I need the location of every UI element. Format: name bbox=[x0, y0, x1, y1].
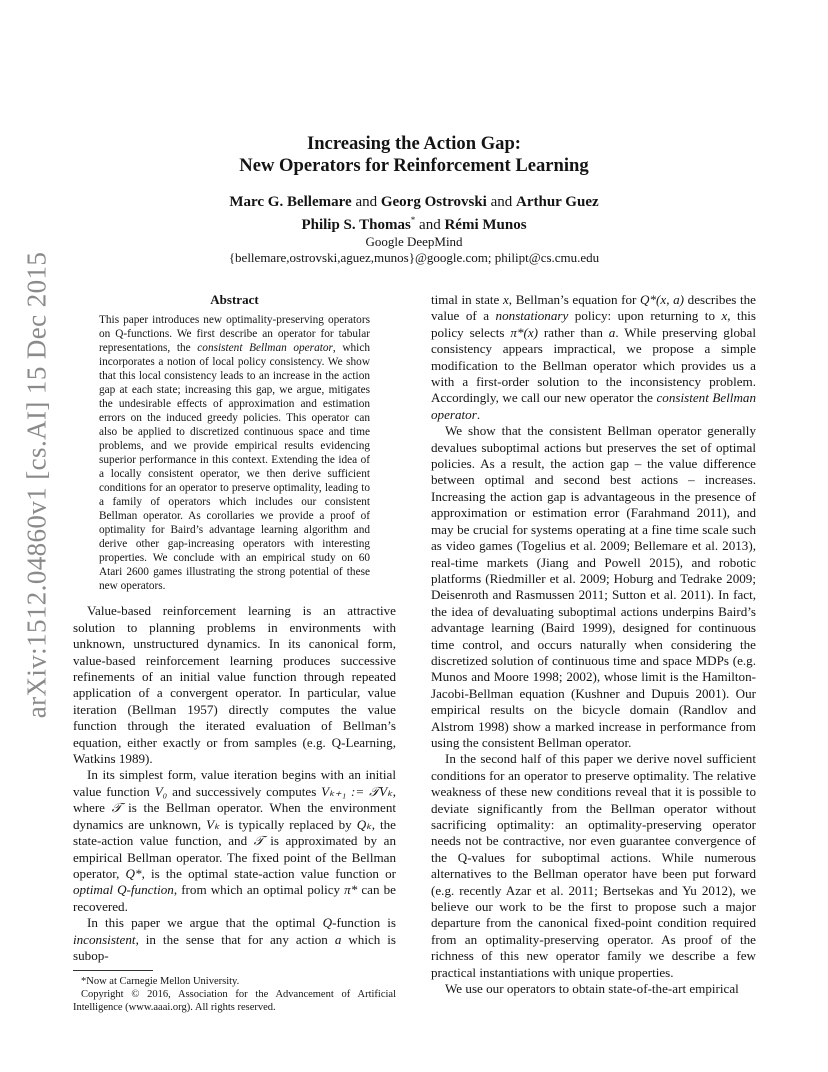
footnote-affiliation: *Now at Carnegie Mellon University. bbox=[81, 976, 240, 988]
affiliation: Google DeepMind bbox=[365, 234, 463, 249]
authors-line-1 bbox=[0, 193, 828, 211]
author-name: Rémi Munos bbox=[444, 217, 527, 233]
author-name: Georg Ostrovski bbox=[380, 194, 487, 210]
body-paragraph: In its simplest form, value iteration begins with an initial value function V₀ and successively computes Vₖ₊₁ := 𝒯Vₖ, where 𝒯 is the Bellman operator. When the environment dynamics are unknown, Vₖ is typically replaced by Qₖ, the state-action value function, and 𝒯 is approximated by an empirical Bellman operator. The fixed point of the Bellman operator, Q*, is the optimal state-action value function or optimal Q-function, from which an optimal policy π* can be recovered. bbox=[73, 767, 397, 914]
body-paragraph: timal in state x, Bellman’s equation for Q*(x, a) describes the value of a nonstationary policy: upon returning to x, this policy selects π*(x) rather than a. While preserving global consistency appears impractical, we propose a simple modification to the Bellman operator which provides us a with a first-order solution to the inconsistency problem. Accordingly, we call our new operator the consistent Bellman operator. bbox=[431, 292, 756, 422]
author-name: Philip S. Thomas bbox=[301, 217, 411, 233]
author-conjunction: and bbox=[490, 194, 513, 210]
body-paragraph: In this paper we argue that the optimal Q-function is inconsistent, in the sense that for any action a which is subop- bbox=[73, 915, 396, 963]
author-block bbox=[0, 193, 828, 266]
author-emails: {bellemare,ostrovski,aguez,munos}@google.com; philipt@cs.cmu.edu bbox=[228, 250, 600, 265]
footnote-marker: * bbox=[410, 215, 416, 225]
author-name: Marc G. Bellemare bbox=[229, 194, 352, 210]
body-paragraph: Value-based reinforcement learning is an attractive solution to planning problems in environments with unknown, unstructured dynamics. In its canonical form, value-based reinforcement learning produces successive refinements of an initial value function through repeated application of a convergent operator. In particular, value iteration (Bellman 1957) directly computes the value function through the iterated evaluation of Bellman’s equation, either exactly or from samples (e.g. Q-Learning, Watkins 1989). bbox=[73, 603, 396, 767]
footnotes bbox=[73, 975, 396, 1014]
arxiv-identifier: arXiv:1512.04860v1 [cs.AI] 15 Dec 2015 bbox=[21, 251, 52, 719]
footnote-divider bbox=[73, 970, 153, 971]
copyright-notice: Copyright © 2016, Association for the Advancement of Artificial Intelligence (www.aaai.org). All rights reserved. bbox=[73, 989, 396, 1014]
title-line-2: New Operators for Reinforcement Learning bbox=[239, 155, 589, 176]
title-line-1: Increasing the Action Gap: bbox=[306, 133, 521, 154]
body-paragraph: In the second half of this paper we derive novel sufficient conditions for an operator to preserve optimality. The relative weakness of these new conditions reveal that it is possible to deviate significantly from the Bellman operator without sacrificing optimality: an optimality-preserving operator needs not be contractive, nor even guarantee convergence of the Q-values for suboptimal actions. While numerous alternatives to the Bellman operator have been put forward (e.g. recently Azar et al. 2011; Bertsekas and Yu 2012), we believe our work to be the first to propose such a major departure from the canonical fixed-point condition required from an optimality-preserving operator. As proof of the richness of this new operator family we describe a few practical instantiations with unique properties. bbox=[431, 751, 756, 980]
arxiv-sidebar bbox=[18, 251, 56, 719]
author-conjunction: and bbox=[355, 194, 378, 210]
body-paragraph: We use our operators to obtain state-of-the-art empirical bbox=[445, 981, 739, 997]
authors-line-2 bbox=[0, 211, 828, 234]
paper-title bbox=[0, 133, 828, 177]
abstract-text: This paper introduces new optimality-preserving operators on Q-functions. We first describe an operator for tabular representations, the consistent Bellman operator, which incorporates a notion of local policy consistency. We show that this local consistency leads to an increase in the action gap at each state; increasing this gap, we argue, mitigates the undesirable effects of approximation and estimation errors on the induced greedy policies. This operator can also be applied to discretized continuous space and time problems, and we provide empirical results evidencing superior performance in this context. Extending the idea of a locally consistent operator, we then derive sufficient conditions for an operator to preserve optimality, leading to a family of operators which includes our consistent Bellman operator. As corollaries we provide a proof of optimality for Baird’s advantage learning algorithm and derive other gap-increasing operators with interesting properties. We conclude with an empirical study on 60 Atari 2600 games illustrating the strong potential of these new operators. bbox=[99, 314, 370, 593]
body-paragraph: We show that the consistent Bellman operator generally devalues suboptimal actions but preserves the set of optimal policies. As a result, the action gap – the value difference between optimal and second best actions – increases. Increasing the action gap is advantageous in the presence of approximation or estimation error (Farahmand 2011), and may be crucial for systems operating at a fine time scale such as video games (Togelius et al. 2009; Bellemare et al. 2013), real-time markets (Jiang and Powell 2015), and robotic platforms (Riedmiller et al. 2009; Hoburg and Tedrake 2009; Deisenroth and Rasmussen 2011; Sutton et al. 2011). In fact, the idea of devaluating suboptimal actions underpins Baird’s advantage learning (Baird 1999), designed for continuous time control, and occurs naturally when considering the discretized solution of continuous time and space MDPs (e.g. Munos and Moore 1998; 2002), whose limit is the Hamilton-Jacobi-Bellman equation (Kushner and Dupuis 2001). Our empirical results on the bicycle domain (Randlov and Alstrom 1998) show a marked increase in performance from using the consistent Bellman operator. bbox=[431, 423, 756, 750]
right-column bbox=[431, 292, 756, 997]
author-conjunction: and bbox=[419, 217, 441, 233]
author-name: Arthur Guez bbox=[516, 194, 599, 210]
abstract-heading: Abstract bbox=[210, 292, 259, 307]
left-column bbox=[73, 292, 396, 1014]
